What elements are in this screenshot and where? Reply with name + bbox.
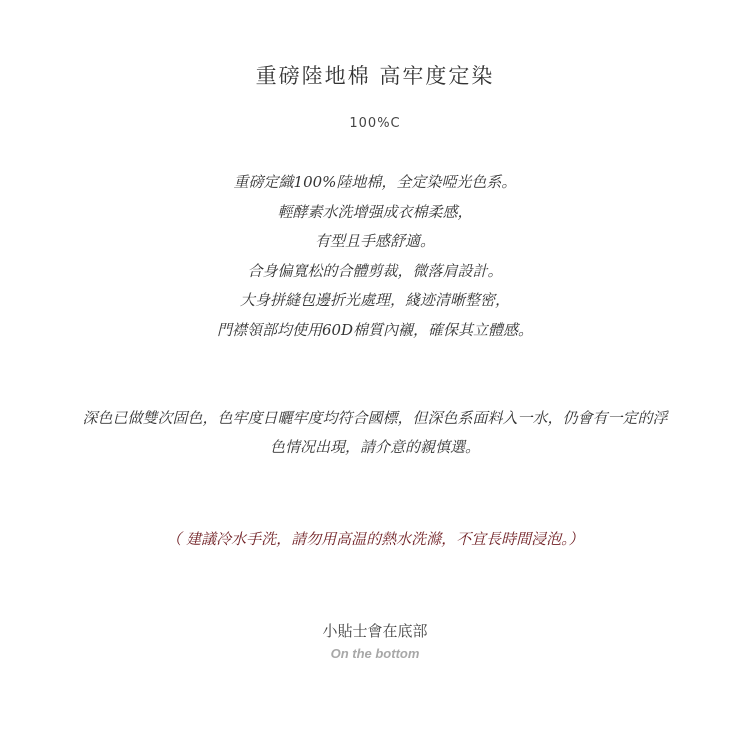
description-line: 門襟領部均使用60D棉質內襯，確保其立體感。 bbox=[216, 320, 534, 339]
notice-line: 深色已做雙次固色，色牢度日曬牢度均符合國標，但深色系面料入一水，仍會有一定的浮 bbox=[82, 409, 668, 427]
notice-line: 色情况出現，請介意的親慎選。 bbox=[269, 438, 480, 456]
description-line: 大身拼縫包邊折光處理，綫迹清晰整密， bbox=[239, 291, 510, 310]
color-fastness-notice bbox=[30, 404, 720, 462]
description-line: 合身偏寬松的合體剪裁，微落肩設計。 bbox=[247, 261, 503, 280]
product-description bbox=[0, 168, 750, 346]
product-title: 重磅陸地棉 高牢度定染 bbox=[255, 64, 495, 88]
description-line: 有型且手感舒適。 bbox=[314, 232, 435, 251]
tips-heading: 小貼士會在底部 bbox=[322, 622, 428, 640]
tips-subheading: On the bottom bbox=[330, 646, 420, 661]
description-line: 重磅定織100%陸地棉，全定染啞光色系。 bbox=[233, 173, 517, 191]
description-line: 輕酵素水洗增强成衣棉柔感， bbox=[277, 202, 473, 221]
washing-instruction: （ 建議冷水手洗，請勿用高温的熱水洗滌，不宜長時間浸泡。） bbox=[166, 530, 584, 548]
material-label: 100%C bbox=[349, 116, 401, 131]
